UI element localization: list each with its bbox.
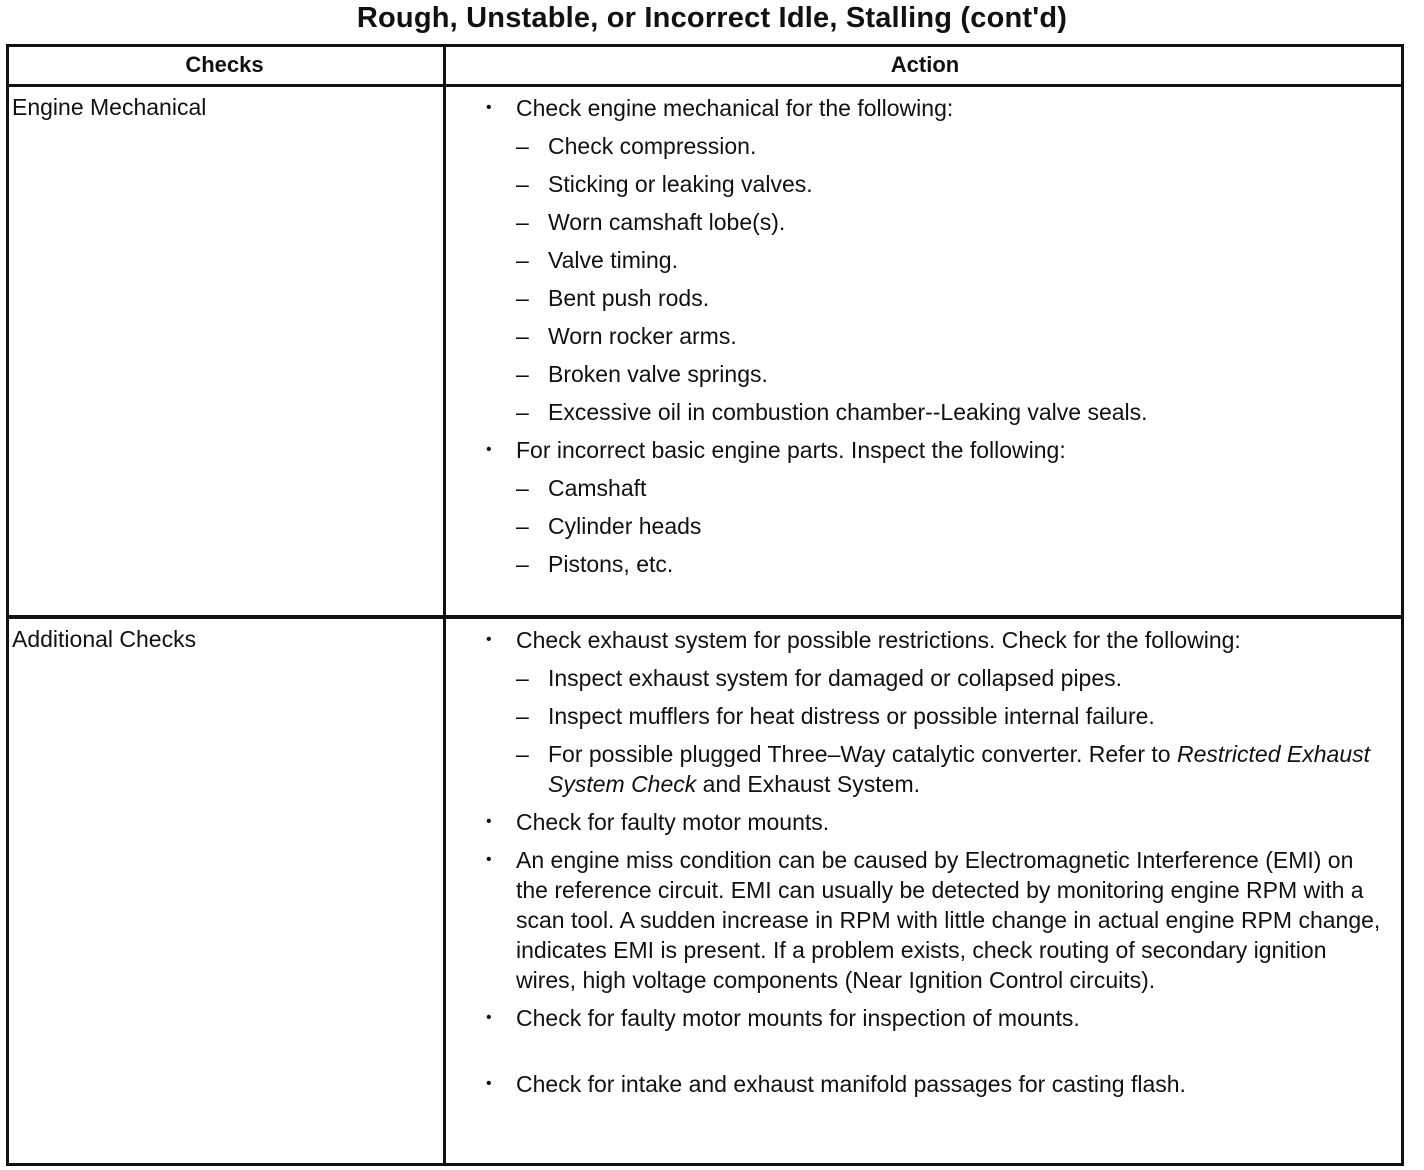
dash-icon: – — [516, 475, 529, 501]
dash-icon: – — [516, 741, 529, 767]
check-additional-checks: Additional Checks — [12, 626, 197, 652]
row-divider — [6, 615, 1404, 619]
page-title: Rough, Unstable, or Incorrect Idle, Stalling (cont'd) — [356, 2, 1068, 34]
list-item: • An engine miss condition can be caused by Electromagnetic Interference (EMI) on the reference circuit. EMI can usually be detected by monitoring engine RPM with a scan tool. A sudden increase in RPM with little change in actual engine RPM change, indicates EMI is present. If a problem exists, check routing of secondary ignition wires, high voltage components (Near Ignition Control circuits). — [486, 847, 1381, 993]
action-list-additional-checks — [486, 625, 1386, 1099]
list-item: – Inspect exhaust system for damaged or collapsed pipes. — [516, 665, 1123, 691]
dash-icon: – — [516, 513, 529, 539]
dash-icon: – — [516, 399, 529, 425]
dash-icon: – — [516, 285, 529, 311]
list-item: – Pistons, etc. — [516, 551, 674, 577]
list-item: – Sticking or leaking valves. — [516, 171, 813, 197]
dash-icon: – — [516, 665, 529, 691]
list-item: – Check compression. — [516, 133, 757, 159]
list-item: • Check engine mechanical for the following: — [486, 95, 954, 121]
list-item: – For possible plugged Three–Way catalytic converter. Refer to Restricted Exhaust System Check and Exhaust System. — [516, 741, 1371, 797]
list-item: – Broken valve springs. — [516, 361, 768, 387]
bullet-icon: • — [486, 631, 492, 648]
list-item: • Check exhaust system for possible restrictions. Check for the following: — [486, 627, 1241, 653]
column-header-checks: Checks — [185, 52, 264, 77]
check-engine-mechanical: Engine Mechanical — [12, 94, 207, 120]
header-divider — [6, 84, 1404, 87]
dash-icon: – — [516, 247, 529, 273]
list-item: • Check for faulty motor mounts. — [486, 809, 830, 835]
list-item: – Worn camshaft lobe(s). — [516, 209, 786, 235]
dash-icon: – — [516, 133, 529, 159]
list-item: – Worn rocker arms. — [516, 323, 737, 349]
list-item: – Valve timing. — [516, 247, 678, 273]
list-item: – Cylinder heads — [516, 513, 702, 539]
list-item: • Check for intake and exhaust manifold passages for casting flash. — [486, 1071, 1186, 1097]
list-item: • Check for faulty motor mounts for inspection of mounts. — [486, 1005, 1080, 1031]
column-divider — [443, 44, 446, 1166]
list-item: • For incorrect basic engine parts. Inspect the following: — [486, 437, 1066, 463]
bullet-icon: • — [486, 851, 492, 868]
column-header-action: Action — [890, 52, 960, 77]
dash-icon: – — [516, 209, 529, 235]
list-item: – Inspect mufflers for heat distress or possible internal failure. — [516, 703, 1155, 729]
action-list-engine-mechanical — [486, 93, 1386, 579]
dash-icon: – — [516, 171, 529, 197]
dash-icon: – — [516, 551, 529, 577]
dash-icon: – — [516, 361, 529, 387]
dash-icon: – — [516, 703, 529, 729]
bullet-icon: • — [486, 813, 492, 830]
bullet-icon: • — [486, 1009, 492, 1026]
list-item: – Bent push rods. — [516, 285, 710, 311]
list-item: – Camshaft — [516, 475, 647, 501]
bullet-icon: • — [486, 1075, 492, 1092]
list-item: – Excessive oil in combustion chamber--Leaking valve seals. — [516, 399, 1148, 425]
bullet-icon: • — [486, 99, 492, 116]
bullet-icon: • — [486, 441, 492, 458]
dash-icon: – — [516, 323, 529, 349]
